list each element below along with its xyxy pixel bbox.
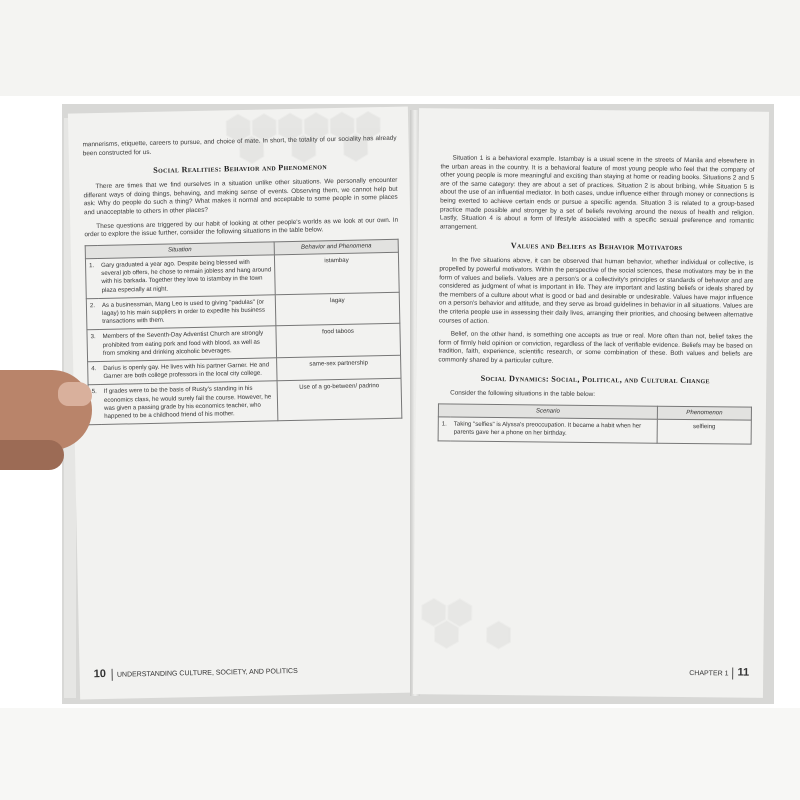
chapter-label: CHAPTER 1 <box>689 669 729 678</box>
book-title: UNDERSTANDING CULTURE, SOCIETY, AND POLITICS <box>116 667 298 679</box>
paragraph: In the five situations above, it can be observed that human behavior, whether individual or collective, is propelled by powerful motivators. Within the perspective of the social sciences, these motivators may be in the form of values and beliefs. Values are a person's or a collectivity's principles or standards of behavior and are considered as judgment of what is important in life. They are important and lasting beliefs or ideals shared by the members of a culture about what is good or bad and desirable or undesirable. Values have major influence on a person's behavior and attitude, and they serve as broad guidelines in behavior in all situations. Values are the criteria people use in assessing their daily lives, arranging their priorities, and choosing between alternative courses of action. <box>438 256 754 325</box>
section-heading-social-realities: Social Realities: Behavior and Phenomenon <box>153 162 328 176</box>
phenomenon-cell: istambay <box>274 252 399 294</box>
section-heading-social-dynamics: Social Dynamics: Social, Political, and Cultural Change <box>480 374 710 386</box>
phenomenon-cell: Use of a go-between/ padrino <box>277 379 402 421</box>
paragraph: There are times that we find ourselves in a situation unlike other situations. We personally encounter different ways of doing things, behaving, and making sense of events. Observing them, we cannot help but ask: Why do people do such a thing? What makes it normal and acceptable to some people in some places and unacceptable to others in other places? <box>83 176 398 217</box>
background-top <box>0 0 800 96</box>
column-header-situation: Situation <box>85 242 274 259</box>
row-number: 1. <box>438 417 451 441</box>
situation-cell: As a businessman, Mang Leo is used to giving "padulas" (or lagay) to his main suppliers in order to expedite his business transactions with them. <box>99 295 276 330</box>
situation-cell: Darius is openly gay. He lives with his partner Garner. He and Garner are both college professors in the local city college. <box>100 358 277 385</box>
top-paragraph: mannerisms, etiquette, careers to pursue, and choice of mate. In short, the totality of our sociality has already been constructed for us. <box>82 134 397 157</box>
left-page <box>68 107 420 700</box>
right-content <box>438 154 755 444</box>
right-page <box>413 108 769 698</box>
paragraph: Belief, on the other hand, is something one accepts as true or real. More often than not, belief takes the form of firmly held opinion or conviction, regardless of the lack of verifiable evidence. Beliefs may be based on tradition, faith, experience, scientific research, or some combination of these. Both values and beliefs are commonly shared by a particular culture. <box>438 330 753 365</box>
row-number: 2. <box>86 298 99 330</box>
footer-divider <box>732 667 733 679</box>
thumbnail-nail <box>58 382 92 406</box>
phenomenon-cell: selfieing <box>657 419 751 443</box>
paragraph: Situation 1 is a behavioral example. Istambay is a usual scene in the streets of Manila and elsewhere in the urban areas in the country. It is a behavioral feature of most young people who feel that the company of other young people is more meaningful and exciting than staying at home or reading books. Situations 2 and 5 are of the same category: they are about a set of practices. Situation 2 is about bribing, while Situation 5 is about the use of an influential mediator. In both cases, undue influence either through money or connections is being exerted to achieve certain ends or pursue a specific agenda. Situation 3 is related to a group-based practice made possible and stronger by a set of beliefs revolving around the nexus of health and religion. Lastly, Situation 4 is about a form of lifestyle associated with a specific sexual preference and romantic arrangement. <box>439 154 755 231</box>
column-header-scenario: Scenario <box>438 404 657 419</box>
page-number: 10 <box>93 667 107 681</box>
situations-table <box>85 238 403 425</box>
background-bottom <box>0 708 800 800</box>
column-header-behavior: Behavior and Phenomena <box>274 239 398 255</box>
paragraph: These questions are triggered by our habit of looking at other people's worlds as we look at our own. In order to explore the issue further, consider the following situations in the table below. <box>84 216 399 239</box>
footer-divider <box>112 669 113 681</box>
scenarios-table <box>438 403 752 444</box>
left-content <box>82 135 402 426</box>
phenomenon-cell: same-sex partnership <box>277 355 401 381</box>
table-row <box>85 252 399 298</box>
hand <box>0 440 64 470</box>
table-row <box>88 379 402 425</box>
phenomenon-cell: food taboos <box>276 324 401 358</box>
page-number: 11 <box>737 666 750 679</box>
phenomenon-cell: lagay <box>275 292 400 326</box>
paragraph: Consider the following situations in the table below: <box>450 389 596 399</box>
scenario-cell: Taking "selfies" is Alyssa's preoccupation. It became a habit when her parents gave her a phone on her birthday. <box>451 417 658 443</box>
row-number: 3. <box>87 330 100 362</box>
situation-cell: If grades were to be the basis of Rusty's standing in his economics class, he would surely fail the course. However, he was given a passing grade by his economics teacher, who happened to be a childhood friend of his mother. <box>101 381 278 425</box>
table-row <box>438 417 751 444</box>
hexagon-pattern <box>413 594 534 655</box>
right-footer <box>689 666 749 680</box>
column-header-phenomenon: Phenomenon <box>657 406 751 420</box>
row-number: 5. <box>88 385 101 425</box>
situation-cell: Gary graduated a year ago. Despite being blessed with several job offers, he chose to remain jobless and hang around with his barkada. Together they love to istambay in the town plaza especially at night. <box>98 255 275 299</box>
section-heading-values-beliefs: Values and Beliefs as Behavior Motivators <box>510 241 683 253</box>
row-number: 4. <box>88 361 101 385</box>
left-footer <box>94 664 298 681</box>
row-number: 1. <box>85 258 98 298</box>
situation-cell: Members of the Seventh-Day Adventist Church are strongly prohibited from eating pork and food with blood, as well as from smoking and drinking alcoholic beverages. <box>99 326 276 361</box>
